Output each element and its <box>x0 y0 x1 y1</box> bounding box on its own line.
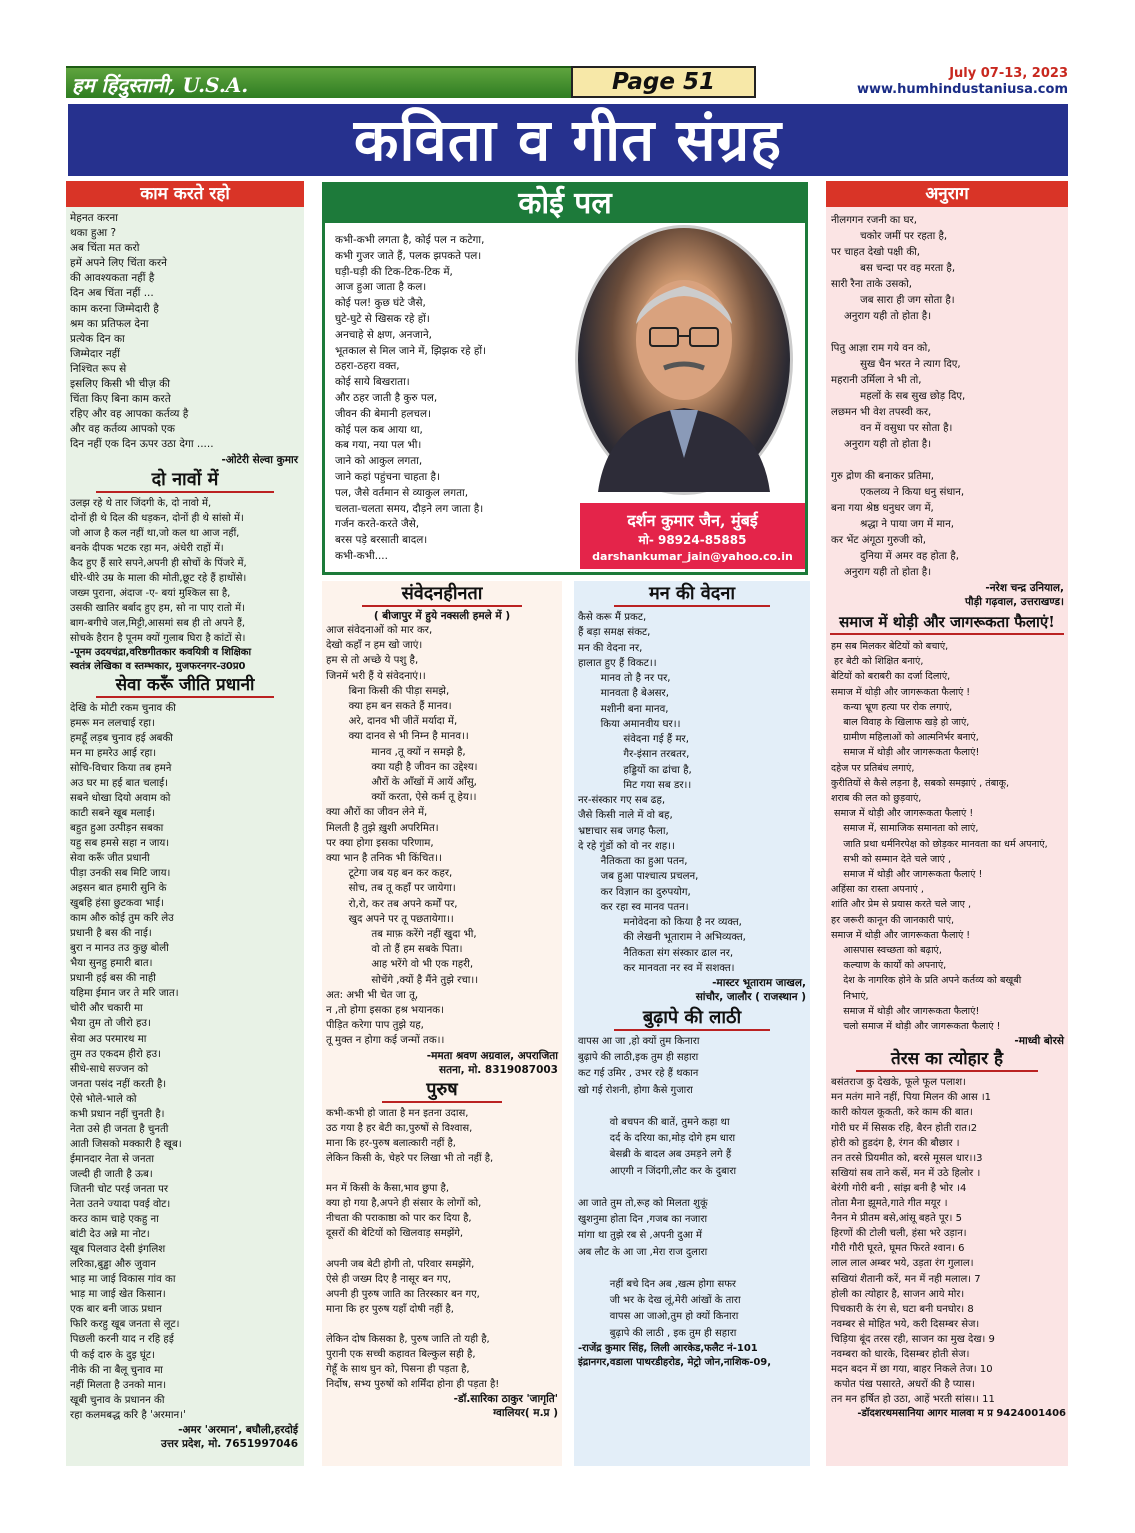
poem-author: -डॉ.सारिका ठाकुर 'जागृति' <box>453 1393 558 1406</box>
poem-author-location: ग्वालियर( म.प्र ) <box>493 1407 558 1420</box>
poem-body: देखि के मोटी रकम चुनाव की हमरू मन ललचाई रहा। हमहूँ लड़ब चुनाव हई अबकी मन मा हमरेउ आई रहा। सोचि-विचार किया तब हमने अउ घर मा हई बात चलाई। सबने धोखा दियो अवाम को काटी सबने खूब मलाई। बहुत हुआ उत्पीड़न सबका यहु सब हमसे सहा न जाय। सेवा करूँ जीत प्रधानी पीड़ा उनकी सब मिटि जाय। अइसन बात हमारी सुनि के खुबहि हंसा छुटकवा भाई। काम औरु कोई तुम करि लेउ प्रधानी है बस की नाई। बुरा न मानउ तउ कुछु बोली भैया सुनहु हमारी बात। प्रधानी हई बस की नाही यहिमा ईमान जर ते मरि जात। चोरी और चकारी मा भैया तुम तो जीरो हउ। सेवा अउ परमारथ मा तुम तउ एकदम हीरो हउ। सीधे-साधे सज्जन को जनता पसंद नहीं करती है। ऐसे भोले-भाले को कभी प्रधान नहीं चुनती है। नेता उसे ही जनता है चुनती आती जिसको मक्कारी है खूब। ईमानदार नेता से जनता जल्दी ही जाती है ऊब। जितनी चोट परई जनता पर नेता उतने ज्यादा पवई वोट। करउ काम चाहे एकहु ना बांटी देउ अन्ने मा नोट। खूब पिलवाउ देसी इंगलिश लरिका,बुड्ढा औरु जुवान भाड़ मा जाई विकास गांव का भाड़ मा जाई खेत किसान। एक बार बनी जाऊ प्रधान फिरि करहु खूब जनता से लूट। पिछली करनी याद न रहि हई पी कई दारु के दुइ घूंट। नीके की ना बैलू चुनाव मा नहीं मिलता है उनको मान। खूबी चुनाव के प्रधानन की रहा कलमबद्ध करि है 'अरमान।' <box>70 702 186 1421</box>
portrait-photo <box>575 225 793 495</box>
poem-author: -नरेश चन्द्र उनियाल, <box>985 582 1064 594</box>
issue-date: July 07-13, 2023 <box>949 66 1068 81</box>
poem-author-location: सतना, मो. 8319087003 <box>439 1063 558 1076</box>
poem-body: नीलगगन रजनी का घर, चकोर जमीं पर रहता है, पर चाहत देखो पक्षी की, बस चन्दा पर वह मरता है, सारी रैना ताके उसको, जब सारा ही जग सोता है। अनुराग यही तो होता है। पितु आज्ञा राम गये वन को, सुख चैन भरत ने त्याग दिए, महरानी उर्मिला ने भी तो, महलों के सब सुख छोड़ दिए, लछमन भी वेश तपस्वी कर, वन में वसुधा पर सोता है। अनुराग यही तो होता है। गुरु द्रोण की बनाकर प्रतिमा, एकलव्य ने किया धनु संधान, बना गया श्रेष्ठ धनुधर जग में, श्रद्धा ने पाया जग में मान, कर भेंट अंगूठा गुरुजी को, दुनिया में अमर वह होता है, अनुराग यही तो होता है। <box>831 215 966 578</box>
section-banner: कविता व गीत संग्रह <box>68 104 1068 176</box>
column-left <box>66 181 304 1466</box>
page-number: Page 51 <box>571 66 756 98</box>
feature-title: कोई पल <box>325 185 805 223</box>
poem-body: उलझ रहे थे तार जिंदगी के, दो नावो में, दोनों ही थे दिल की धड़कन, दोनों ही थे सांसो में। जो आज है कल नहीं था,जो कल था आज नहीं, बनके दीपक भटक रहा मन, अंधेरी राहों में। कैद हुए हैं सारे सपने,अपनी ही सोचों के पिंजरे में, धीरे-धीरे उम्र के माला की मोती,छूट रहे हैं हाथोंसे। जख्म पुराना, अंदाज -ए- बयां मुश्किल सा है, उसकी खातिर बर्बाद हुए हम, सो ना पाए रातो में। बाग-बगीचे जल,मिट्टी,आसमां सब ही तो अपने हैं, सोचके हैरान है पूनम क्यों गुलाब घिरा है कांटों से। <box>70 497 247 644</box>
poem-body: कभी-कभी हो जाता है मन इतना उदास, उठ गया है हर बेटी का,पुरुषों से विश्वास, माना कि हर-पुरुष बलात्कारी नहीं है, लेकिन किसी के, चेहरे पर लिखा भी तो नहीं है, मन में किसी के कैसा,भाव छुपा है, क्या हो गया है,अपने ही संसार के लोगों को, नीचता की पराकाष्ठा को पार कर दिया है, दूसरों की बेटियों को खिलवाड़ समझेंगे, अपनी जब बेटी होगी तो, परिवार समझेंगे, ऐसे ही जख्म दिए है नासूर बन गए, अपनी ही पुरुष जाति का तिरस्कार बन गए, माना कि हर पुरुष यहाँ दोषी नहीं है, लेकिन दोष किसका है, पुरुष जाति तो यही है, पुरानी एक सच्ची कहावत बिल्कुल सही है, गेहूँ के साथ घुन को, पिसना ही पड़ता है, निर्दोष, सभ्य पुरुषों को शर्मिंदा होना ही पड़ता है! <box>326 1107 500 1391</box>
feature-poem-body: कभी-कभी लगता है, कोई पल न कटेगा, कभी गुजर जाते हैं, पलक झपकते पल। घड़ी-घड़ी की टिक-टिक-टिक में, आज हुआ जाता है कल। कोई पल! कुछ घंटे जैसे, घुटे-घुटे से खिसक रहे हों। अनचाहे से क्षण, अनजाने, भूतकाल से मिल जाने में, झिझक रहे हों। ठहरा-ठहरा वक्त, कोई साये बिखराता। और ठहर जाती है कुरु पल, जीवन की बेमानी हलचल। कोई पल कब आया था, कब गया, नया पल भी। जाने को आकुल लगता, जाने कहां पहुंचना चाहता है। पल, जैसे वर्तमान से व्याकुल लगता, चलता-चलता समय, दौड़ने लग जाता है। गर्जन करते-करते जैसे, बरस पड़े बरसाती बादल। कभी-कभी.... <box>335 234 487 562</box>
poem-author: -डॉदशरथमसानिया आगर मालवा म प्र 9424001406 <box>857 1408 1066 1420</box>
poem-body: हम सब मिलकर बेटियों को बचाएं, हर बेटी को शिक्षित बनाएं, बेटियों को बराबरी का दर्जा दिलाएं, समाज में थोड़ी और जागरूकता फैलाएं ! कन्या भ्रूण हत्या पर रोक लगाएं, बाल विवाह के खिलाफ खड़े हो जाएं, ग्रामीण महिलाओं को आत्मनिर्भर बनाएं, समाज में थोड़ी और जागरूकता फैलाएं! दहेज पर प्रतिबंध लगाएं, कुरीतियों से कैसे लड़ना है, सबको समझाएं , तंबाकू, शराब की लत को छुड़वाएं, समाज में थोड़ी और जागरूकता फैलाएं ! समाज में, सामाजिक समानता को लाएं, जाति प्रथा धर्मनिरपेक्ष को छोड़कर मानवता का धर्म अपनाएं, सभी को सम्मान देते चले जाएं , समाज में थोड़ी और जागरूकता फैलाएं ! अहिंसा का रास्ता अपनाएं , शांति और प्रेम से प्रयास करते चले जाए , हर जरूरी कानून की जानकारी पाएं, समाज में थोड़ी और जागरूकता फैलाएं ! आसपास स्वच्छता को बढ़ाएं, कल्याण के कार्यों को अपनाएं, देश के नागरिक होने के प्रति अपने कर्तव्य को बखूबी निभाएं, समाज में थोड़ी और जागरूकता फैलाएं! चलो समाज में थोड़ी और जागरूकता फैलाएं ! <box>831 641 1048 1033</box>
poem-title: संवेदनहीनता <box>362 583 522 607</box>
poem-author: -राजेंद्र कुमार सिंह, लिली आरकेड,फलैट नं-101 <box>578 1342 758 1354</box>
poem-author: -ओटेरी सेल्वा कुमार <box>221 453 298 466</box>
feature-email[interactable]: darshankumar_jain@yahoo.co.in <box>592 550 793 563</box>
portrait-icon <box>578 228 790 492</box>
poem-author: -पूनम उदयचंद्रा,वरिष्ठगीतकार कवयित्री व शिक्षिका <box>70 646 252 658</box>
poem-title: दो नावों में <box>96 469 274 493</box>
poem-author-location: उत्तर प्रदेश, मो. 7651997046 <box>161 1437 298 1450</box>
column-right <box>826 181 1068 1466</box>
feature-author: दर्शन कुमार जैन, मुंबई <box>627 511 758 530</box>
poem-body: वापस आ जा ,हो क्यों तुम किनारा बुढ़ापे की लाठी,इक तुम ही सहारा कट गई उमिर , उभर रहे हैं थकान खो गई रोशनी, होगा कैसे गुजारा वो बचपन की बातें, तुमने कहा था दर्द के दरिया का,मोड़ दोगे हम धारा बेसब्री के बादल अब उमड़ने लगे हैं आएगी न जिंदगी,लौट कर के दुबारा आ जाते तुम तो,रूह को मिलता शुकूं खुशनुमा होता दिन ,गजब का नजारा मांगा था तुझे रब से ,अपनी दुआ में अब लौट के आ जा ,मेरा राज दुलारा नहीं बचे दिन अब ,खत्म होगा सफर जी भर के देख लूं,मेरी आंखों के तारा वापस आ जाओ,तुम हो क्यों किनारा बुढ़ापे की लाठी , इक तुम ही सहारा <box>578 1036 741 1339</box>
poem-title: पुरुष <box>382 1079 502 1103</box>
poem-body: कैसे करू मैं प्रकट, हैं बड़ा समक्ष संकट, मन की वेदना नर, हालात हुए हैं विकट।। मानव तो है नर पर, मानवता है बेअसर, मशीनी बना मानव, किया अमानवीय घर।। संवेदना गई हैं मर, गैर-इंसान तरबतर, हड्डियों का ढांचा है, मिट गया सब डर।। नर-संस्कार गए सब ढह, जैसे किसी नाले में वो बह, भ्रष्टाचार सब जगह फैला, दे रहे गुंडों को वो नर शह।। नैतिकता का हुआ पतन, जब हुआ पाश्चात्य प्रचलन, कर विज्ञान का दुरुपयोग, कर रहा स्व मानव पतन। मनोवेदना को किया है नर व्यक्त, की लेखनी भूताराम ने अभिव्यक्त, नैतिकता संग संस्कार ढाल नर, कर मानवता नर स्व में सशक्त। <box>578 612 746 974</box>
poem-body: बसंतराज कु देखके, फूले फूल पलाश। मन मतंग माने नहीं, पिया मिलन की आस ।1 कारी कोयल कूकती, करे काम की बात। गोरी घर में सिसक रहि, बैरन होती रात।2 होरी को हुडदंग है, रंगन की बौछार । तन तरसे प्रियमीत को, बरसे मूसल धार।।3 सखियां सब ताने कसें, मन में उठे हिलोर । बेरंगी गोरी बनी , सांझ बनी है भोर ।4 तोता मैना झूमते,गाते गीत मयूर । नैनन मे प्रीतम बसे,आंसू बहते पूर। 5 हिरणों की टोली चली, हंसा भरे उड़ान। गौरी गौरी घूरते, घूमत फिरते श्वान। 6 लाल लाल अम्बर भये, उड़ता रंग गुलाल। सखियां शैतानी करें, मन में नही मलाल। 7 होली का त्योहार है, साजन आये मोर। पिचकारी के रंग से, घटा बनी घनघोर। 8 नवम्बर से मोहित भये, करी दिसम्बर सेज। चिड़िया बूंद तरस रही, साजन का मुख देख। 9 नवम्बरा को धारके, दिसम्बर होती सेज। मदन बदन में छा गया, बाहर निकले तेज। 10 कपोत पंख पसारते, अधरों की है प्यास। तन मन हर्षित हो उठा, आहें भरती सांस।। 11 <box>831 1077 995 1406</box>
poem-author-location: स्वतंत्र लेखिका व स्तम्भकार, मुजफरनगर-उ0प्र0 <box>70 660 246 672</box>
poem-author: -मास्टर भूताराम जाखल, <box>712 977 806 989</box>
poem-title: काम करते रहो <box>66 181 304 207</box>
poem-author: -अमर 'अरमान', बघौली,हरदोई <box>178 1423 298 1436</box>
poem-subtitle: ( बीजापुर में हुये नक्सली हमले में ) <box>373 610 511 622</box>
poem-body: मेहनत करना थका हुआ ? अब चिंता मत करो हमें अपने लिए चिंता करने की आवश्यकता नहीं है दिन अब चिंता नहीं ... काम करना जिम्मेदारी है श्रम का प्रतिफल देना प्रत्येक दिन का जिम्मेदार नहीं निश्चित रूप से इसलिए किसी भी चीज़ की चिंता किए बिना काम करते रहिए और वह आपका कर्तव्य है और वह कर्तव्य आपको एक दिन नहीं एक दिन ऊपर उठा देगा ..... <box>70 212 214 451</box>
poem-title: बुढ़ापे की लाठी <box>614 1007 770 1031</box>
poem-author-location: इंद्रानगर,वडाला पाथरडीहरोड, मेट्रो जोन,नाशिक-09, <box>578 1356 772 1368</box>
poem-author: -ममता श्रवण अग्रवाल, अपराजिता <box>426 1049 558 1062</box>
author-tag <box>580 503 805 569</box>
poem-title: तेरस का त्योहार है <box>856 1048 1038 1072</box>
masthead <box>66 66 1070 100</box>
poem-author-location: सांचौर, जालौर ( राजस्थान ) <box>695 991 806 1003</box>
poem-title: सेवा करूँ जीति प्रधानी <box>96 674 274 698</box>
poem-title: अनुराग <box>826 181 1068 207</box>
poem-title: समाज में थोड़ी और जागरूकता फैलाएं! <box>830 611 1064 635</box>
brand-bar <box>66 66 571 98</box>
poem-title: मन की वेदना <box>614 583 770 607</box>
website-link[interactable]: www.humhindustaniusa.com <box>856 82 1068 97</box>
poem-author: -माध्वी बोरसे <box>1014 1035 1064 1048</box>
column-center-left <box>322 581 562 1466</box>
poem-body: आज संवेदनाओं को मार कर, देखो कहाँ न हम खो जाएं। हम से तो अच्छे ये पशु है, जिनमें भरी हैं ये संवेदनाएं।। बिना किसी की पीड़ा समझे, क्या हम बन सकते हैं मानव। अरे, दानव भी जीतें मर्यादा में, क्या दानव से भी निम्न है मानव।। मानव ,तू क्यों न समझे है, क्या यही है जीवन का उद्देश्य। औरों के आँखों में आयें आँसु, क्यों करता, ऐसे कर्म तू हेय।। क्या औरों का जीवन लेने में, मिलती है तुझे ख़ुशी अपरिमित। पर क्या होगा इसका परिणाम, क्या भान है तनिक भी किंचित।। टूटेगा जब यह बन कर कहर, सोच, तब तू कहाँ पर जायेगा। रो,रो, कर तब अपने कर्मों पर, खुद अपने पर तू पछतायेगा।। तब माफ़ करेंगे नहीं खुदा भी, वो तो हैं हम सबके पिता। आह भरेंगे वो भी एक गहरी, सोचेंगे ,क्यों है मैंने तुझे रचा।। अत: अभी भी चेत जा तू, न ,तो होगा इसका हश्र भयानक। पीड़ित करेगा पाप तुझे यह, तू मुक्त न होगा कई जन्मों तक।। <box>326 625 479 1047</box>
brand-name: हम हिंदुस्तानी, U.S.A. <box>72 73 249 97</box>
feature-poem-box <box>322 182 808 575</box>
feature-mobile: मो- 98924-85885 <box>638 533 747 547</box>
poem-author-location: पौड़ी गढ़वाल, उत्तराखण्ड। <box>964 596 1064 608</box>
column-center-right <box>574 581 810 1466</box>
